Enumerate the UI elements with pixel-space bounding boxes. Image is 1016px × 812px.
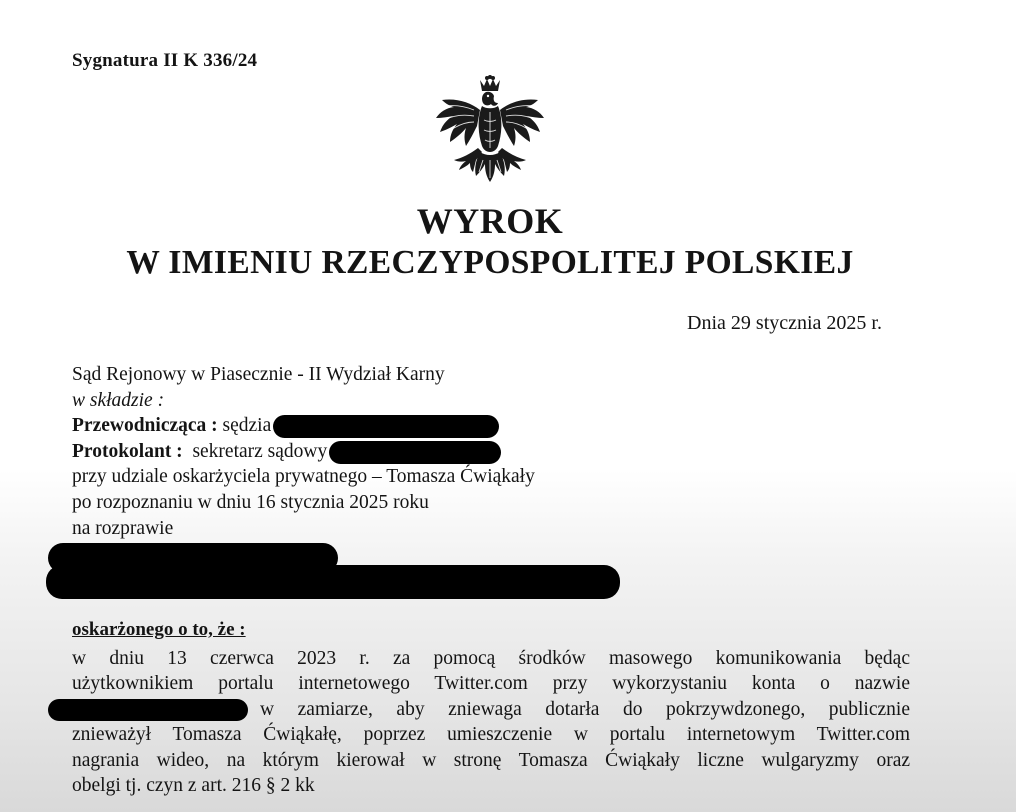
presiding-role: sędzia [222,415,272,437]
charge-line: nagrania wideo, na którym kierował w stronę Tomasza Ćwiąkały liczne wulgaryzmy oraz [72,749,910,771]
redaction-account-name [48,699,248,721]
charge-line-with-redaction [72,697,910,722]
case-signature: Sygnatura II K 336/24 [72,50,258,71]
charge-line: użytkownikiem portalu internetowego Twitter.com przy wykorzystaniu konta o nazwie [72,673,910,695]
verdict-title: WYROK [416,201,564,241]
prosecutor-line: przy udziale oskarżyciela prywatnego – Tomasza Ćwiąkały [72,466,535,488]
clerk-line [72,439,632,465]
presiding-label: Przewodnicząca : [72,415,218,437]
charge-line: w dniu 13 czerwca 2023 r. za pomocą środków masowego komunikowania będąc [72,648,910,669]
hearing-date-line: po rozpoznaniu w dniu 16 stycznia 2025 roku [72,491,429,513]
composition-label: w składzie : [72,389,165,411]
court-composition [72,362,632,541]
charge-text [72,646,910,798]
charge-line: znieważył Tomasza Ćwiąkałę, poprzez umieszczenie w portalu internetowym Twitter.com [72,724,910,746]
presiding-judge-line [72,413,632,439]
clerk-label: Protokolant : [72,440,183,462]
charge-heading: oskarżonego o to, że : [72,619,246,640]
charge-line: obelgi tj. czyn z art. 216 § 2 kk [72,775,315,797]
hearing-type-line: na rozprawie [72,517,174,539]
redaction-clerk-name [329,441,501,464]
verdict-subtitle: W IMIENIU RZECZYPOSPOLITEJ POLSKIEJ [126,244,854,281]
redaction-judge-name [273,415,499,438]
verdict-date: Dnia 29 stycznia 2025 r. [687,312,882,334]
polish-eagle-emblem-icon [430,74,550,196]
charge-line-text: w zamiarze, aby zniewaga dotarła do pokrzywdzonego, publicznie [260,698,910,720]
clerk-role: sekretarz sądowy [192,440,328,462]
redaction-defendant-details [46,565,620,599]
court-name: Sąd Rejonowy w Piasecznie - II Wydział Karny [72,364,445,385]
